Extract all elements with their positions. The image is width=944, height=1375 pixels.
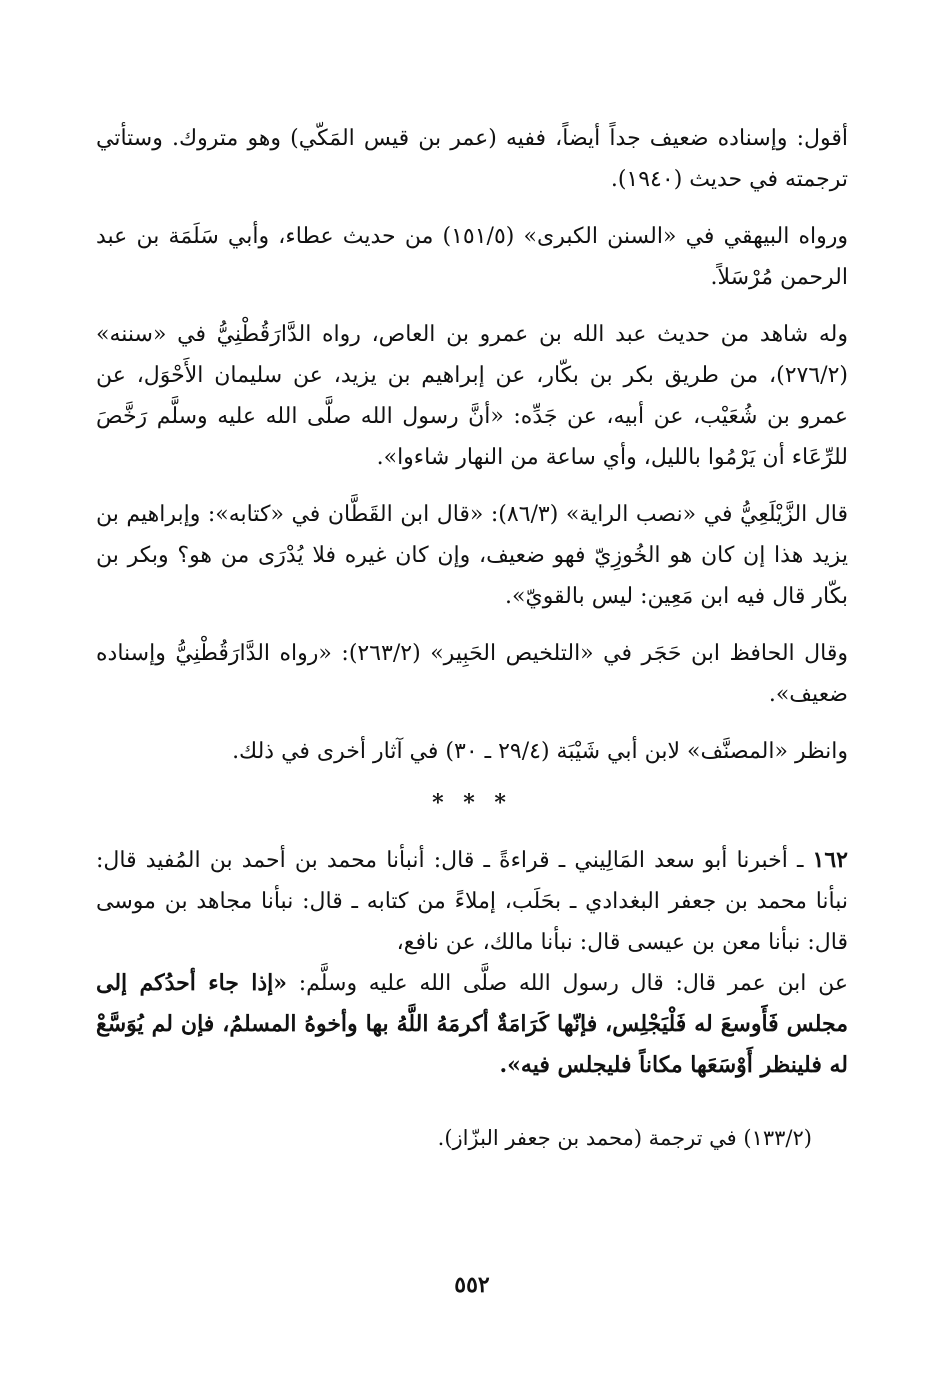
paragraph-5: وقال الحافظ ابن حَجَر في «التلخيص الحَبِير» (٢٦٣/٢): «رواه الدَّارَقُطْنِيُّ وإسناده ضعيف».	[96, 641, 849, 707]
page-body	[96, 118, 848, 1156]
paragraph-1: أقول: وإسناده ضعيف جداً أيضاً، ففيه (عمر بن قيس المَكّي) وهو متروك. وستأتي ترجمته في حديث (١٩٤٠).	[96, 126, 848, 192]
page-number: ٥٥٢	[454, 1272, 490, 1298]
hadith-matn: «إذا جاء أحدُكم إلى مجلس فَأَوسعَ له فَلْيَجْلِس، فإنّها كَرَامَةٌ أكرمَهُ اللَّهُ بها وأخوهُ المسلمُ، فإن لم يُوَسَّعْ له فلينظر أَوْسَعَها مكاناً فليجلس فيه».	[96, 970, 848, 1078]
hadith-intro: عن ابن عمر قال: قال رسول الله صلَّى الله عليه وسلَّم:	[287, 971, 848, 996]
section-separator: * * *	[432, 790, 512, 816]
paragraph-3: وله شاهد من حديث عبد الله بن عمرو بن العاص، رواه الدَّارَقُطْنِيُّ في «سننه» (٢٧٦/٢)، من طريق بكر بن بكّار، عن إبراهيم بن يزيد، عن سليمان الأَحْوَل، عن عمرو بن شُعَيْب، عن أبيه، عن جَدِّه: «أنَّ رسول الله صلَّى الله عليه وسلَّم رَخَّصَ للرِّعَاء أن يَرْمُوا بالليل، وأي ساعة من النهار شاءوا».	[96, 322, 848, 470]
paragraph-2: ورواه البيهقي في «السنن الكبرى» (١٥١/٥) من حديث عطاء، وأبي سَلَمَة بن عبد الرحمن مُرْسَلاً.	[96, 224, 848, 290]
hadith-chain	[96, 840, 848, 963]
hadith-body	[96, 963, 848, 1086]
paragraph-4: قال الزَّيْلَعِيُّ في «نصب الراية» (٨٦/٣): «قال ابن القَطَّان في «كتابه»: وإبراهيم بن يزيد هذا إن كان هو الخُوزِيّ فهو ضعيف، وإن كان غيره فلا يُدْرَى من هو؟ وبكر بن بكّار قال فيه ابن مَعِين: ليس بالقويّ».	[96, 502, 849, 609]
hadith-number: ١٦٢	[812, 847, 848, 873]
paragraph-6: وانظر «المصنَّف» لابن أبي شَيْبَة (٢٩/٤ ـ ٣٠) في آثار أخرى في ذلك.	[232, 739, 848, 764]
footnote: (١٣٣/٢) في ترجمة (محمد بن جعفر البزّاز).	[437, 1126, 812, 1150]
hadith-isnad: ـ أخبرنا أبو سعد المَالِيني ـ قراءةً ـ قال: أنبأنا محمد بن أحمد بن المُفيد قال: نبأنا محمد بن جعفر البغدادي ـ بحَلَب، إملاءً من كتابه ـ قال: نبأنا مجاهد بن موسى قال: نبأنا معن بن عيسى قال: نبأنا مالك، عن نافع،	[96, 848, 848, 955]
